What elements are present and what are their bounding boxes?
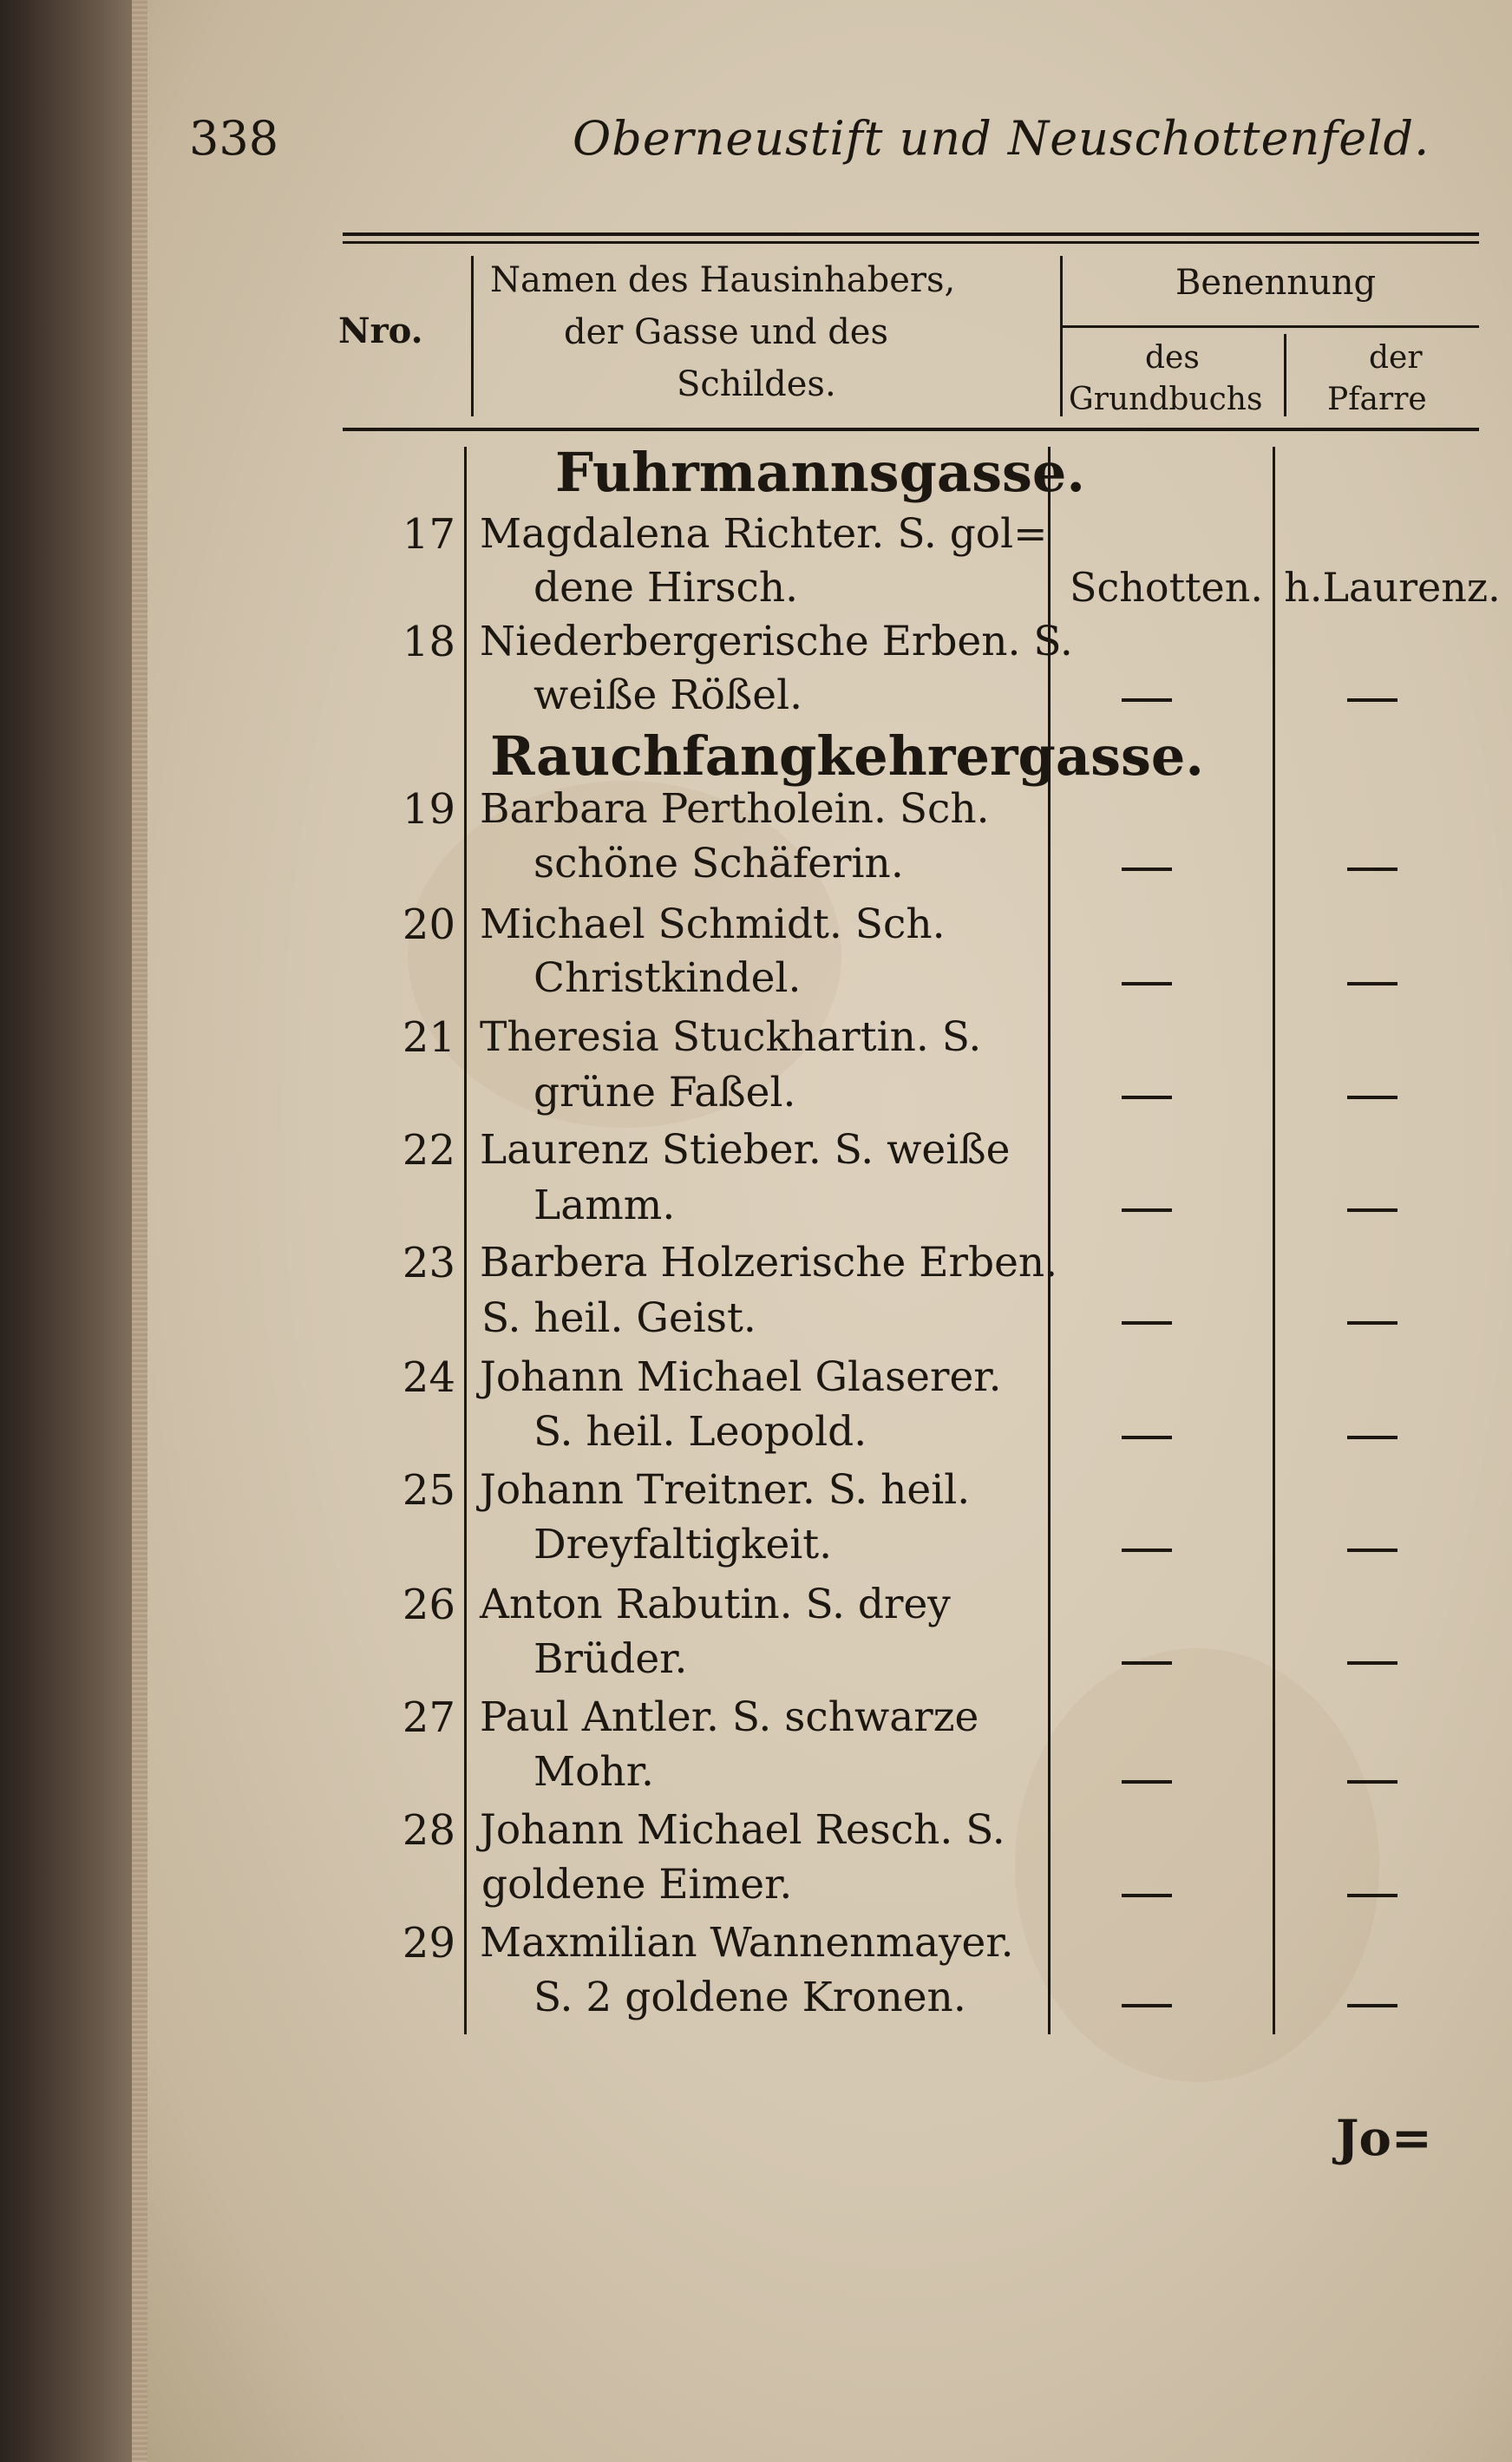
ditto-mark — [1347, 1096, 1397, 1099]
entry-line: Barbara Pertholein. Sch. — [480, 785, 990, 833]
house-number: 28 — [402, 1806, 455, 1855]
column-header-names-1: Namen des Hausinhabers, — [490, 260, 956, 300]
entry-line: Johann Treitner. S. heil. — [480, 1466, 971, 1514]
entry-line: S. heil. Leopold. — [533, 1408, 867, 1456]
entry-line: Johann Michael Glaserer. — [480, 1353, 1002, 1401]
ditto-mark — [1347, 1894, 1397, 1897]
column-header-grundbuch-1: des — [1145, 340, 1200, 376]
ditto-mark — [1122, 982, 1172, 985]
page-number: 338 — [189, 111, 279, 166]
house-number: 20 — [402, 900, 455, 949]
house-number: 19 — [402, 785, 455, 834]
ditto-mark — [1122, 2004, 1172, 2007]
street-heading: Rauchfangkehrergasse. — [490, 724, 1204, 788]
book-binding — [0, 0, 147, 2462]
ditto-mark — [1347, 868, 1397, 871]
header-rule-bottom — [343, 241, 1479, 244]
ditto-mark — [1347, 1661, 1397, 1665]
entry-line: Barbera Holzerische Erben. — [480, 1239, 1058, 1287]
ditto-mark — [1122, 1780, 1172, 1784]
ditto-mark — [1347, 1549, 1397, 1552]
entry-line: Laurenz Stieber. S. weiße — [480, 1126, 1011, 1174]
entry-line: Anton Rabutin. S. drey — [480, 1581, 951, 1628]
body-divider-nr — [464, 447, 467, 2034]
entry-line: goldene Eimer. — [481, 1861, 793, 1909]
house-number: 18 — [402, 618, 455, 666]
entry-line: Johann Michael Resch. S. — [480, 1806, 1005, 1854]
entry-line: dene Hirsch. — [533, 564, 799, 612]
entry-line: Dreyfaltigkeit. — [533, 1521, 833, 1568]
running-title: Oberneustift und Neuschottenfeld. — [573, 111, 1430, 166]
ditto-mark — [1122, 1436, 1172, 1439]
ditto-mark — [1122, 698, 1172, 702]
ditto-mark — [1347, 1780, 1397, 1784]
entry-line: Lamm. — [533, 1182, 676, 1229]
ditto-mark — [1122, 1096, 1172, 1099]
entry-line: schöne Schäferin. — [533, 840, 904, 887]
entry-line: Paul Antler. S. schwarze — [480, 1693, 979, 1741]
house-number: 26 — [402, 1581, 455, 1629]
ditto-mark — [1347, 2004, 1397, 2007]
column-header-names-3: Schildes. — [677, 364, 836, 404]
ditto-mark — [1347, 1321, 1397, 1325]
entry-line: grüne Faßel. — [533, 1069, 796, 1116]
entry-line: weiße Rößel. — [533, 671, 803, 719]
benennung-rule — [1063, 325, 1479, 328]
pfarre-cell: h.Laurenz. — [1284, 564, 1501, 611]
ditto-mark — [1122, 1208, 1172, 1212]
ditto-mark — [1347, 1436, 1397, 1439]
entry-line: Christkindel. — [533, 954, 802, 1002]
entry-line: S. 2 goldene Kronen. — [533, 1974, 966, 2021]
entry-line: S. heil. Geist. — [481, 1294, 756, 1342]
ditto-mark — [1122, 1661, 1172, 1665]
paper-stain — [1015, 1648, 1379, 2082]
ditto-mark — [1122, 1321, 1172, 1325]
entry-line: Theresia Stuckhartin. S. — [480, 1013, 982, 1061]
ditto-mark — [1122, 1894, 1172, 1897]
column-header-pfarre-2: Pfarre — [1327, 382, 1427, 417]
house-number: 23 — [402, 1239, 455, 1287]
catchword: Jo= — [1336, 2110, 1432, 2167]
ditto-mark — [1347, 982, 1397, 985]
house-number: 24 — [402, 1353, 455, 1402]
column-header-grundbuch-2: Grundbuchs — [1069, 382, 1263, 417]
column-header-pfarre-1: der — [1369, 340, 1423, 376]
page-edges — [132, 0, 147, 2462]
column-header-benennung: Benennung — [1175, 263, 1377, 303]
grundbuch-cell: Schotten. — [1069, 564, 1264, 611]
house-number: 22 — [402, 1126, 455, 1175]
ditto-mark — [1347, 698, 1397, 702]
header-divider-nr — [471, 256, 474, 416]
street-heading: Fuhrmannsgasse. — [555, 441, 1085, 504]
entry-line: Brüder. — [533, 1635, 688, 1683]
header-divider-benennung — [1284, 334, 1286, 416]
body-divider-grundbuch — [1273, 447, 1275, 2034]
entry-line: Magdalena Richter. S. gol= — [480, 510, 1048, 558]
column-header-nr: Nro. — [338, 311, 423, 351]
ditto-mark — [1122, 1549, 1172, 1552]
house-number: 29 — [402, 1919, 455, 1968]
ditto-mark — [1347, 1208, 1397, 1212]
entry-line: Mohr. — [533, 1748, 654, 1796]
ditto-mark — [1122, 868, 1172, 871]
entry-line: Niederbergerische Erben. S. — [480, 618, 1073, 665]
header-rule-top — [343, 232, 1479, 236]
column-header-names-2: der Gasse und des — [564, 312, 889, 352]
house-number: 27 — [402, 1693, 455, 1742]
house-number: 21 — [402, 1013, 455, 1062]
entry-line: Michael Schmidt. Sch. — [480, 900, 946, 948]
house-number: 25 — [402, 1466, 455, 1515]
header-divider-names — [1060, 256, 1063, 416]
house-number: 17 — [402, 510, 455, 559]
entry-line: Maxmilian Wannenmayer. — [480, 1919, 1014, 1967]
header-bottom-rule — [343, 428, 1479, 431]
